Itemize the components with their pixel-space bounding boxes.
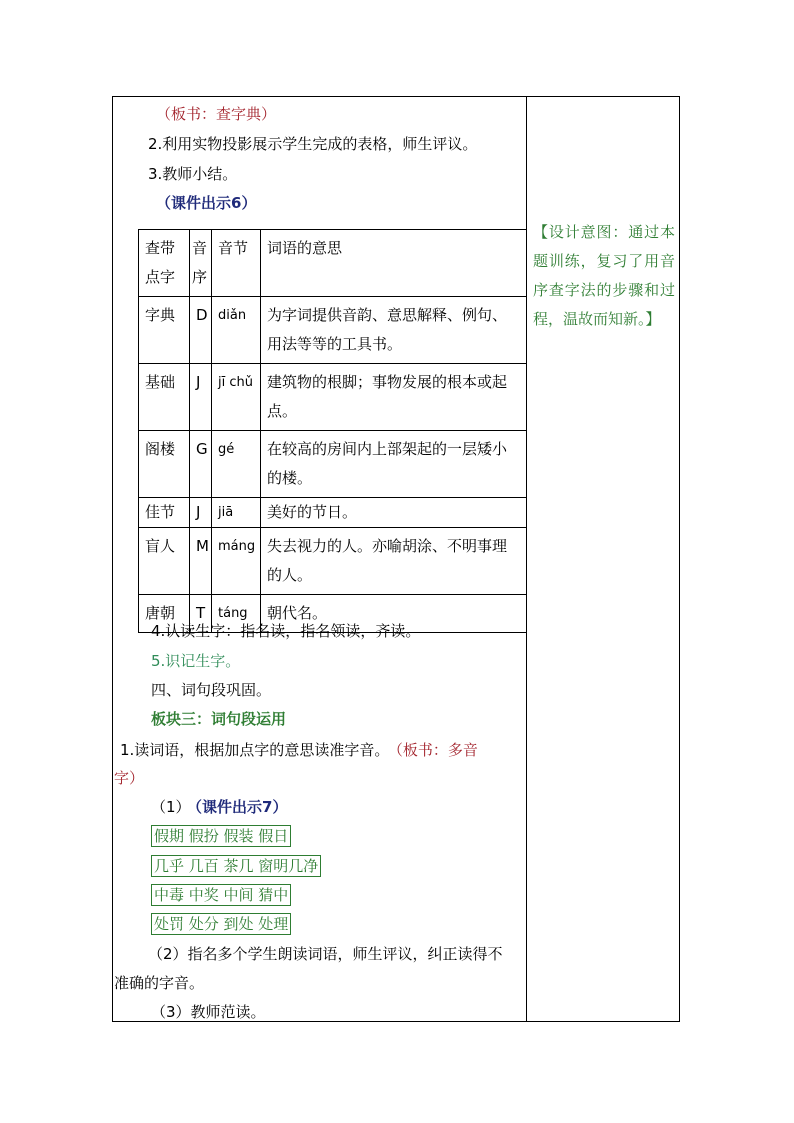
word-cell: 阁楼 [139,431,190,498]
meaning-cell: 建筑物的根脚；事物发展的根本或起点。 [261,364,527,431]
pinyin-cell: táng [212,595,261,633]
courseware-7-label: （课件出示7） [194,798,288,816]
header-cell: 音序 [190,230,212,297]
letter-cell: T [190,595,212,633]
step-5: 5.识记生字。 [151,652,241,670]
board-note-dictionary: （板书：查字典） [156,105,277,123]
step-3: 3.教师小结。 [148,165,238,183]
letter-cell: D [190,297,212,364]
table-row [139,364,527,431]
pinyin-cell: máng [212,528,261,595]
table-row [139,528,527,595]
word-cell: 盲人 [139,528,190,595]
letter-cell: M [190,528,212,595]
design-intent-note: 【设计意图：通过本题训练，复习了用音序查字法的步骤和过程，温故而知新。】 [533,223,675,328]
sub-1-line [151,797,288,817]
word-cell: 基础 [139,364,190,431]
meaning-cell: 朝代名。 [261,595,527,633]
task-1-instruction: 1.读词语，根据加点字的意思读准字音。 [120,741,390,759]
sub-2-line-2: 准确的字音。 [114,974,205,992]
header-cell: 音节 [212,230,261,297]
table-row [139,431,527,498]
header-cell: 词语的意思 [261,230,527,297]
header-cell: 查带点字 [139,230,190,297]
sub-2-line-1: （2）指名多个学生朗读词语，师生评议，纠正读得不 [148,945,503,963]
sub-1-number: （1） [151,798,191,816]
step-4: 4.认读生字：指名读，指名领读，齐读。 [151,622,421,640]
letter-cell: J [190,498,212,528]
word-cell: 唐朝 [139,595,190,633]
pinyin-cell: gé [212,431,261,498]
letter-cell: G [190,431,212,498]
meaning-cell: 为字词提供音韵、意思解释、例句、用法等等的工具书。 [261,297,527,364]
pinyin-cell: diǎn [212,297,261,364]
word-cell: 佳节 [139,498,190,528]
sub-3-line: （3）教师范读。 [151,1003,266,1021]
word-cell: 字典 [139,297,190,364]
pinyin-cell: jī chǔ [212,364,261,431]
step-2: 2.利用实物投影展示学生完成的表格，师生评议。 [148,135,478,153]
word-group-box: 几乎 几百 茶几 窗明几净 [151,855,321,877]
word-group-box: 处罚 处分 到处 处理 [151,913,291,935]
block-3-heading: 板块三：词句段运用 [151,710,287,728]
table-header-row [139,230,527,297]
table-row [139,297,527,364]
section-4-heading: 四、词句段巩固。 [151,681,272,699]
letter-cell: J [190,364,212,431]
board-note-polyphonic-end: 字） [114,769,145,787]
task-1-text [120,740,478,760]
meaning-cell: 美好的节日。 [261,498,527,528]
pinyin-cell: jiā [212,498,261,528]
table-row [139,498,527,528]
word-group-box: 中毒 中奖 中间 猜中 [151,884,291,906]
meaning-cell: 在较高的房间内上部架起的一层矮小的楼。 [261,431,527,498]
board-note-polyphonic: （板书：多音 [395,741,478,759]
word-group-box: 假期 假扮 假装 假日 [151,825,291,847]
lookup-table [138,229,527,633]
meaning-cell: 失去视力的人。亦喻胡涂、不明事理的人。 [261,528,527,595]
courseware-6-label: （课件出示6） [156,194,257,212]
